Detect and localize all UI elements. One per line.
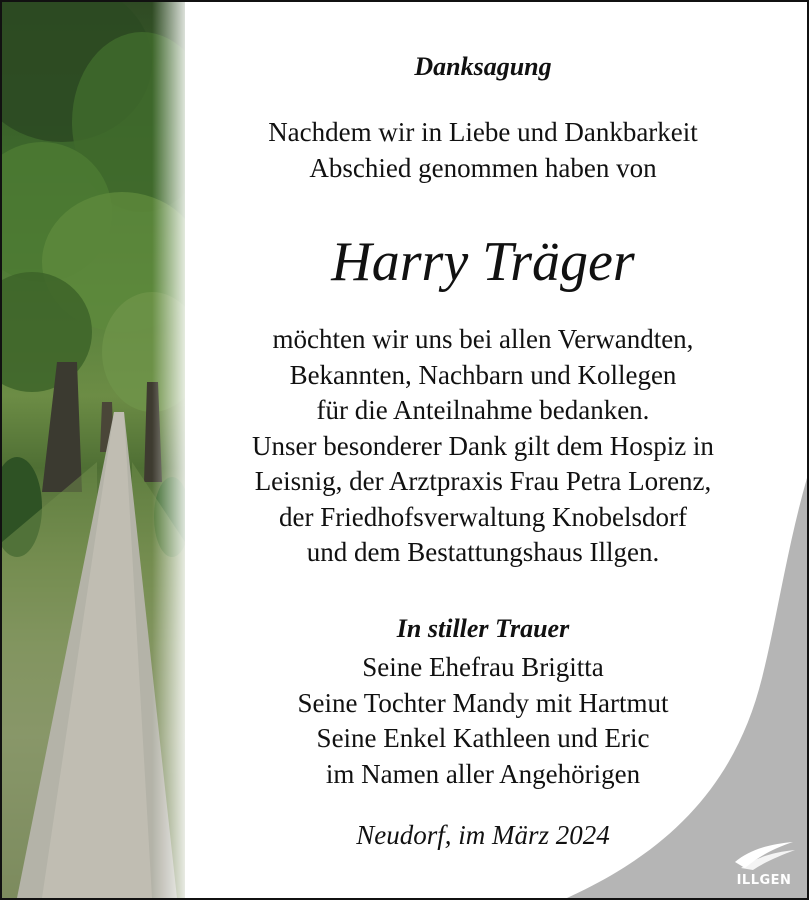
body-line: Bekannten, Nachbarn und Kollegen: [289, 359, 677, 390]
mourner-line: Seine Tochter Mandy mit Hartmut: [297, 687, 669, 718]
thanks-text: [185, 322, 781, 571]
mourner-line: Seine Ehefrau Brigitta: [362, 652, 604, 682]
mourners-list: [185, 650, 781, 792]
body-line: und dem Bestattungshaus Illgen.: [306, 537, 660, 567]
body-line: möchten wir uns bei allen Verwandten,: [272, 324, 694, 354]
body-line: Leisnig, der Arztpraxis Frau Petra Lorenz,: [254, 466, 712, 496]
body-line: der Friedhofsverwaltung Knobelsdorf: [279, 501, 687, 532]
notice-text: [185, 2, 781, 898]
mourner-line: Seine Enkel Kathleen und Eric: [316, 723, 650, 753]
deceased-name: Harry Träger: [331, 231, 635, 293]
body-line: Unser besonderer Dank gilt dem Hospiz in: [252, 430, 714, 461]
body-line: für die Anteilnahme bedanken.: [316, 395, 650, 425]
intro-text: [185, 114, 781, 186]
illgen-logo-text: ILLGEN: [736, 873, 792, 888]
mourner-line: im Namen aller Angehörigen: [325, 758, 641, 789]
place-date: Neudorf, im März 2024: [356, 820, 610, 850]
intro-line: Nachdem wir in Liebe und Dankbarkeit: [268, 117, 698, 147]
intro-line: Abschied genommen haben von: [309, 153, 657, 183]
notice-heading: Danksagung: [414, 52, 552, 81]
mourning-heading: In stiller Trauer: [396, 614, 570, 643]
